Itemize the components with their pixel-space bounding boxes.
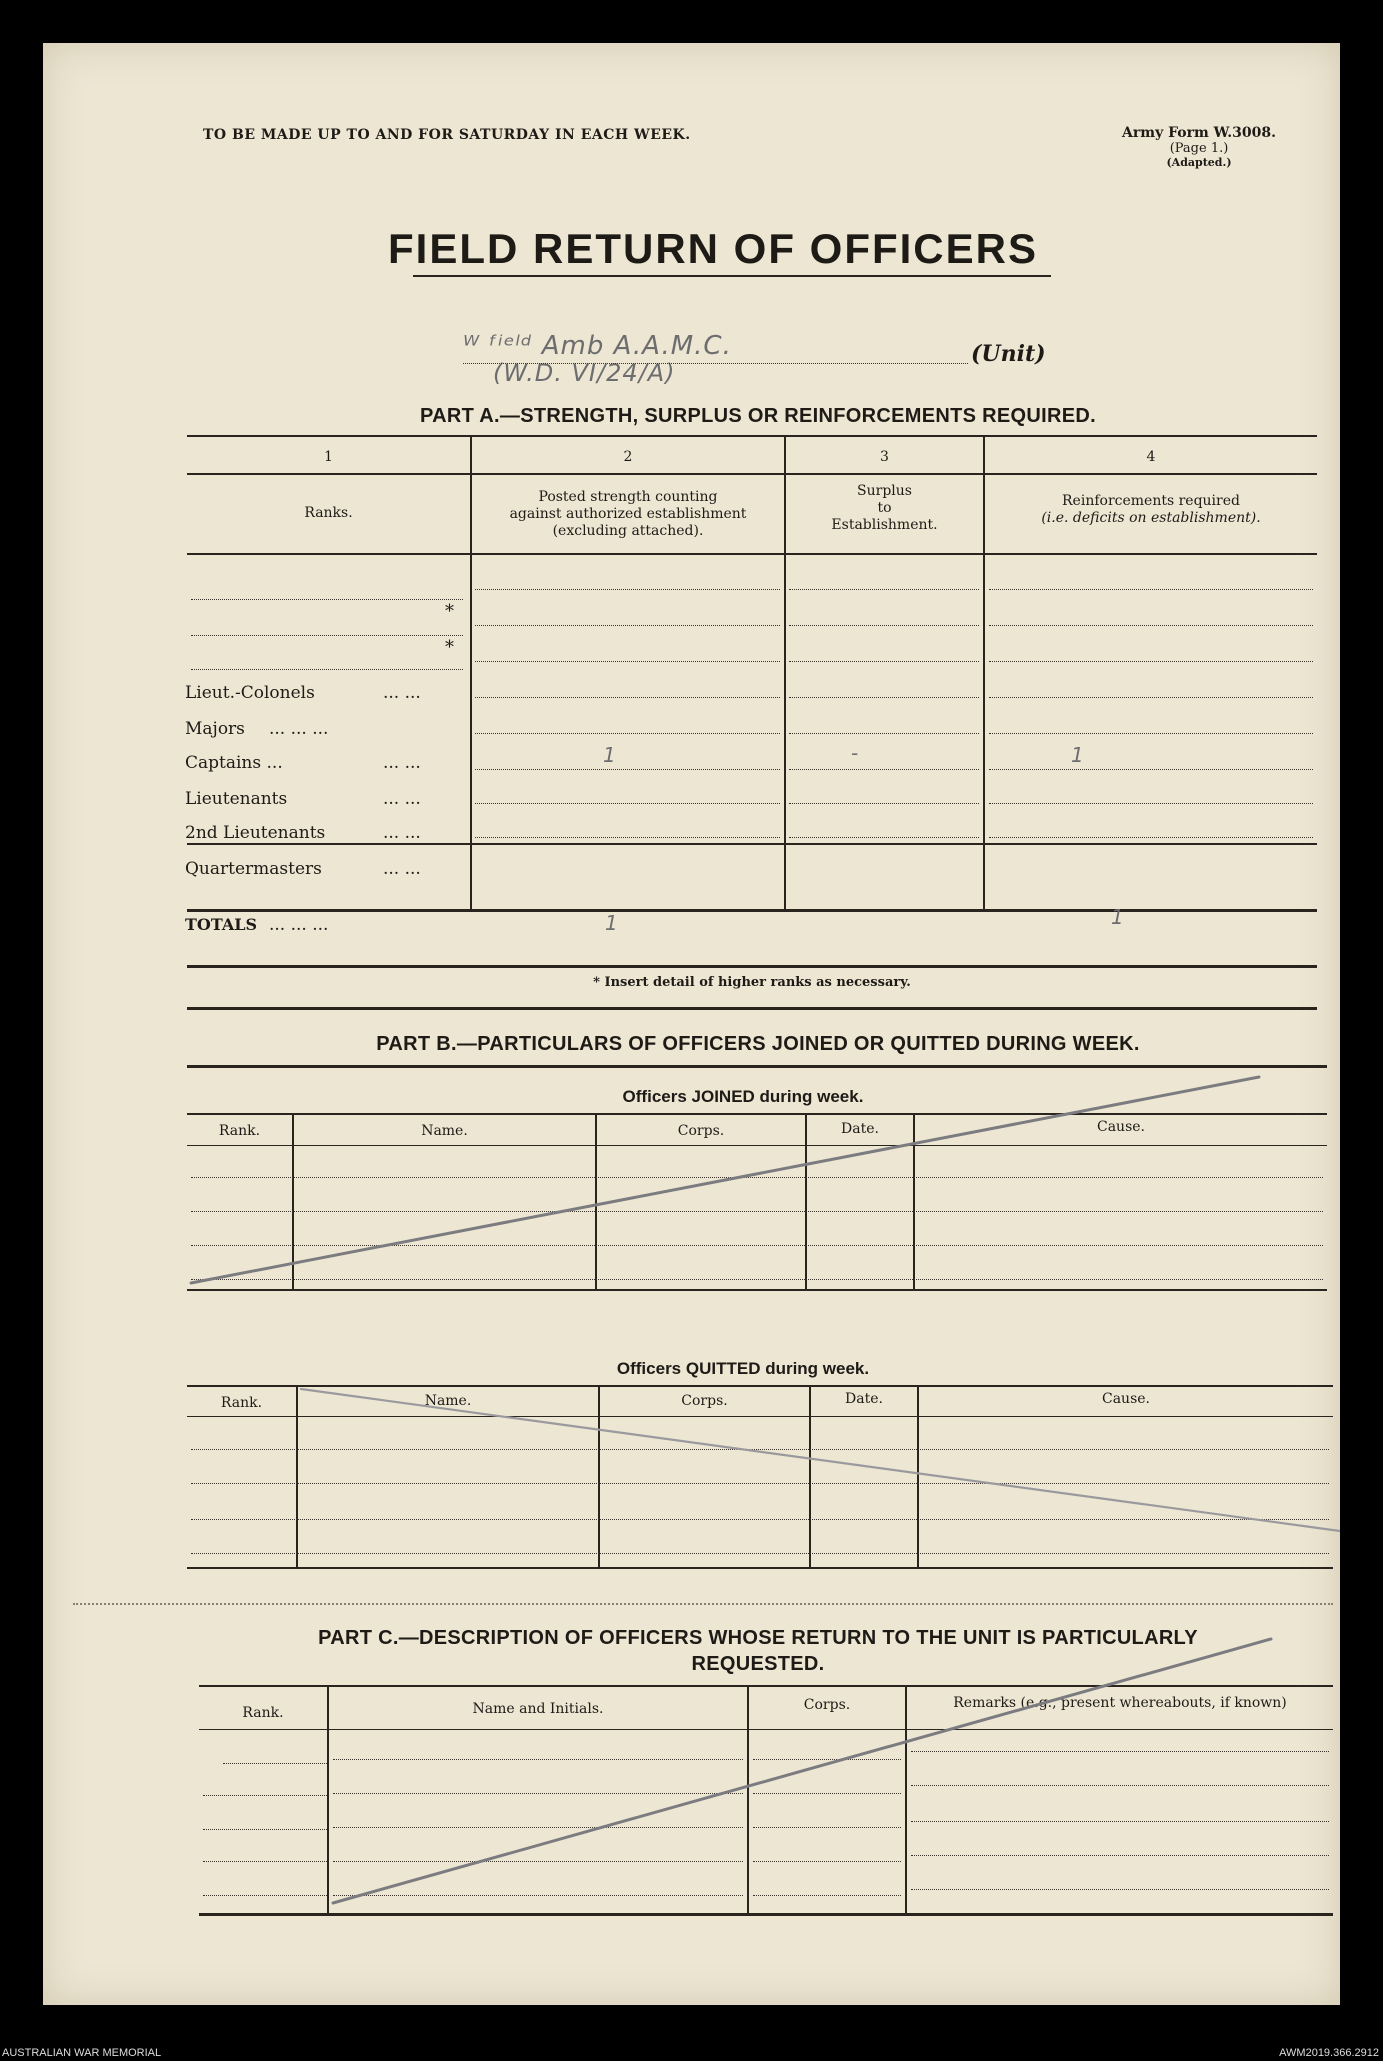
asterisk-1: *: [445, 601, 454, 622]
unit-handwritten-code: (W.D. VI/24/A): [493, 359, 676, 387]
col-number-2: 2: [623, 449, 633, 465]
joined-col-cause: Cause.: [1097, 1119, 1145, 1135]
form-adapted: (Adapted.): [1166, 156, 1232, 169]
joined-col-date: Date.: [841, 1121, 879, 1137]
rank-row-captains: Captains ...: [185, 753, 283, 773]
part-b-heading: PART B.—PARTICULARS OF OFFICERS JOINED OR QUITTED DURING WEEK.: [376, 1033, 1140, 1055]
joined-table-title: Officers JOINED during week.: [622, 1087, 864, 1106]
part-a-heading: PART A.—STRENGTH, SURPLUS OR REINFORCEMENTS REQUIRED.: [420, 405, 1096, 427]
part-c-col-corps: Corps.: [803, 1697, 851, 1713]
col-header-surplus: Surplus to Establishment.: [831, 483, 938, 533]
col-header-ranks: Ranks.: [304, 505, 353, 521]
captains-posted-value: 1: [603, 743, 617, 767]
unit-label: (Unit): [971, 341, 1046, 367]
quitted-col-corps: Corps.: [681, 1393, 728, 1409]
unit-handwritten: ᵂ ᶠⁱᵉˡᵈ Amb A.A.M.C.: [463, 331, 732, 361]
rank-row-lieutenants: Lieutenants: [185, 789, 288, 809]
rank-row-2nd-lieutenants: 2nd Lieutenants: [185, 823, 326, 843]
part-c-col-remarks: Remarks (e.g., present whereabouts, if known): [953, 1695, 1287, 1711]
pencil-strike-lines: [43, 43, 1340, 2005]
captains-reinf-value: 1: [1071, 743, 1085, 767]
part-c-col-name: Name and Initials.: [472, 1701, 604, 1717]
totals-reinf-value: 1: [1111, 905, 1125, 929]
rank-row-lieut-colonels: Lieut.-Colonels: [185, 683, 315, 703]
col-number-3: 3: [880, 449, 889, 465]
captains-surplus-value: -: [851, 741, 860, 765]
footer-accession: AWM2019.366.2912: [1279, 2047, 1379, 2059]
footer-credit: AUSTRALIAN WAR MEMORIAL: [2, 2047, 162, 2059]
page-title: FIELD RETURN OF OFFICERS: [388, 225, 1038, 272]
quitted-col-date: Date.: [845, 1391, 883, 1407]
asterisk-2: *: [445, 637, 454, 658]
form-page: (Page 1.): [1169, 141, 1229, 156]
totals-label: TOTALS: [185, 915, 258, 934]
part-c-heading: PART C.—DESCRIPTION OF OFFICERS WHOSE RETURN TO THE UNIT IS PARTICULARLY REQUESTED.: [318, 1627, 1198, 1675]
quitted-col-rank: Rank.: [220, 1395, 263, 1411]
form-name: Army Form W.3008.: [1122, 125, 1276, 141]
joined-col-rank: Rank.: [218, 1123, 261, 1139]
col-number-1: 1: [324, 449, 333, 465]
instruction-text: TO BE MADE UP TO AND FOR SATURDAY IN EACH WEEK.: [203, 127, 691, 143]
quitted-table-title: Officers QUITTED during week.: [616, 1359, 870, 1378]
form-page: TO BE MADE UP TO AND FOR SATURDAY IN EACH WEEK. Army Form W.3008. (Page 1.) (Adapted.) FIELD RETURN OF OFFICERS ᵂ ᶠⁱᵉˡᵈ Amb A.A.M.C. (W.D. VI/24/A) (Unit) PART A.—STRENGTH, SURPLUS OR REINFORCEMENTS REQUIRED. 1 2 3 4 Ranks. Posted strength counting against authorized establishment (excluding attached). Surplus to Establishment. Reinforcements required (i.e. deficits on establishment). * * Lieut.-Colonels ... ... Majors ... ... ... Captains ... ... ... Lieutenants ... ... 2nd Lieutenants ... ... Quartermasters ... ... 1 - 1 TOTALS ... ... ... 1 1 * Insert detail of higher ranks as necessary. PART B.—PARTICULARS OF OFFICERS JOINED OR QUITTED DURING WEEK. Officers JOINED during week. Rank. Name. Corps. Date. Cause. Officers QUITTED during week. Rank. Name. Corps. Date. Cause. PART C.—DESCRIPTION OF OFFICERS WHOSE RETURN TO THE UNIT IS PARTICULARLY REQUESTED. Rank. Name and Initials. Corps. Remarks (e.g., present whereabouts, if known): [43, 43, 1340, 2005]
totals-posted-value: 1: [605, 911, 619, 935]
col-header-reinforcements: Reinforcements required (i.e. deficits on establishment).: [1041, 493, 1261, 526]
col-number-4: 4: [1146, 449, 1156, 465]
col-header-posted: Posted strength counting against authorized establishment (excluding attached).: [509, 489, 747, 539]
quitted-col-name: Name.: [424, 1393, 472, 1409]
rank-row-majors: Majors: [185, 719, 245, 739]
joined-col-corps: Corps.: [677, 1123, 725, 1139]
rank-row-quartermasters: Quartermasters: [185, 859, 322, 879]
footnote: * Insert detail of higher ranks as necessary.: [593, 975, 911, 990]
quitted-col-cause: Cause.: [1102, 1391, 1150, 1407]
part-c-col-rank: Rank.: [242, 1705, 284, 1721]
joined-col-name: Name.: [421, 1123, 468, 1139]
